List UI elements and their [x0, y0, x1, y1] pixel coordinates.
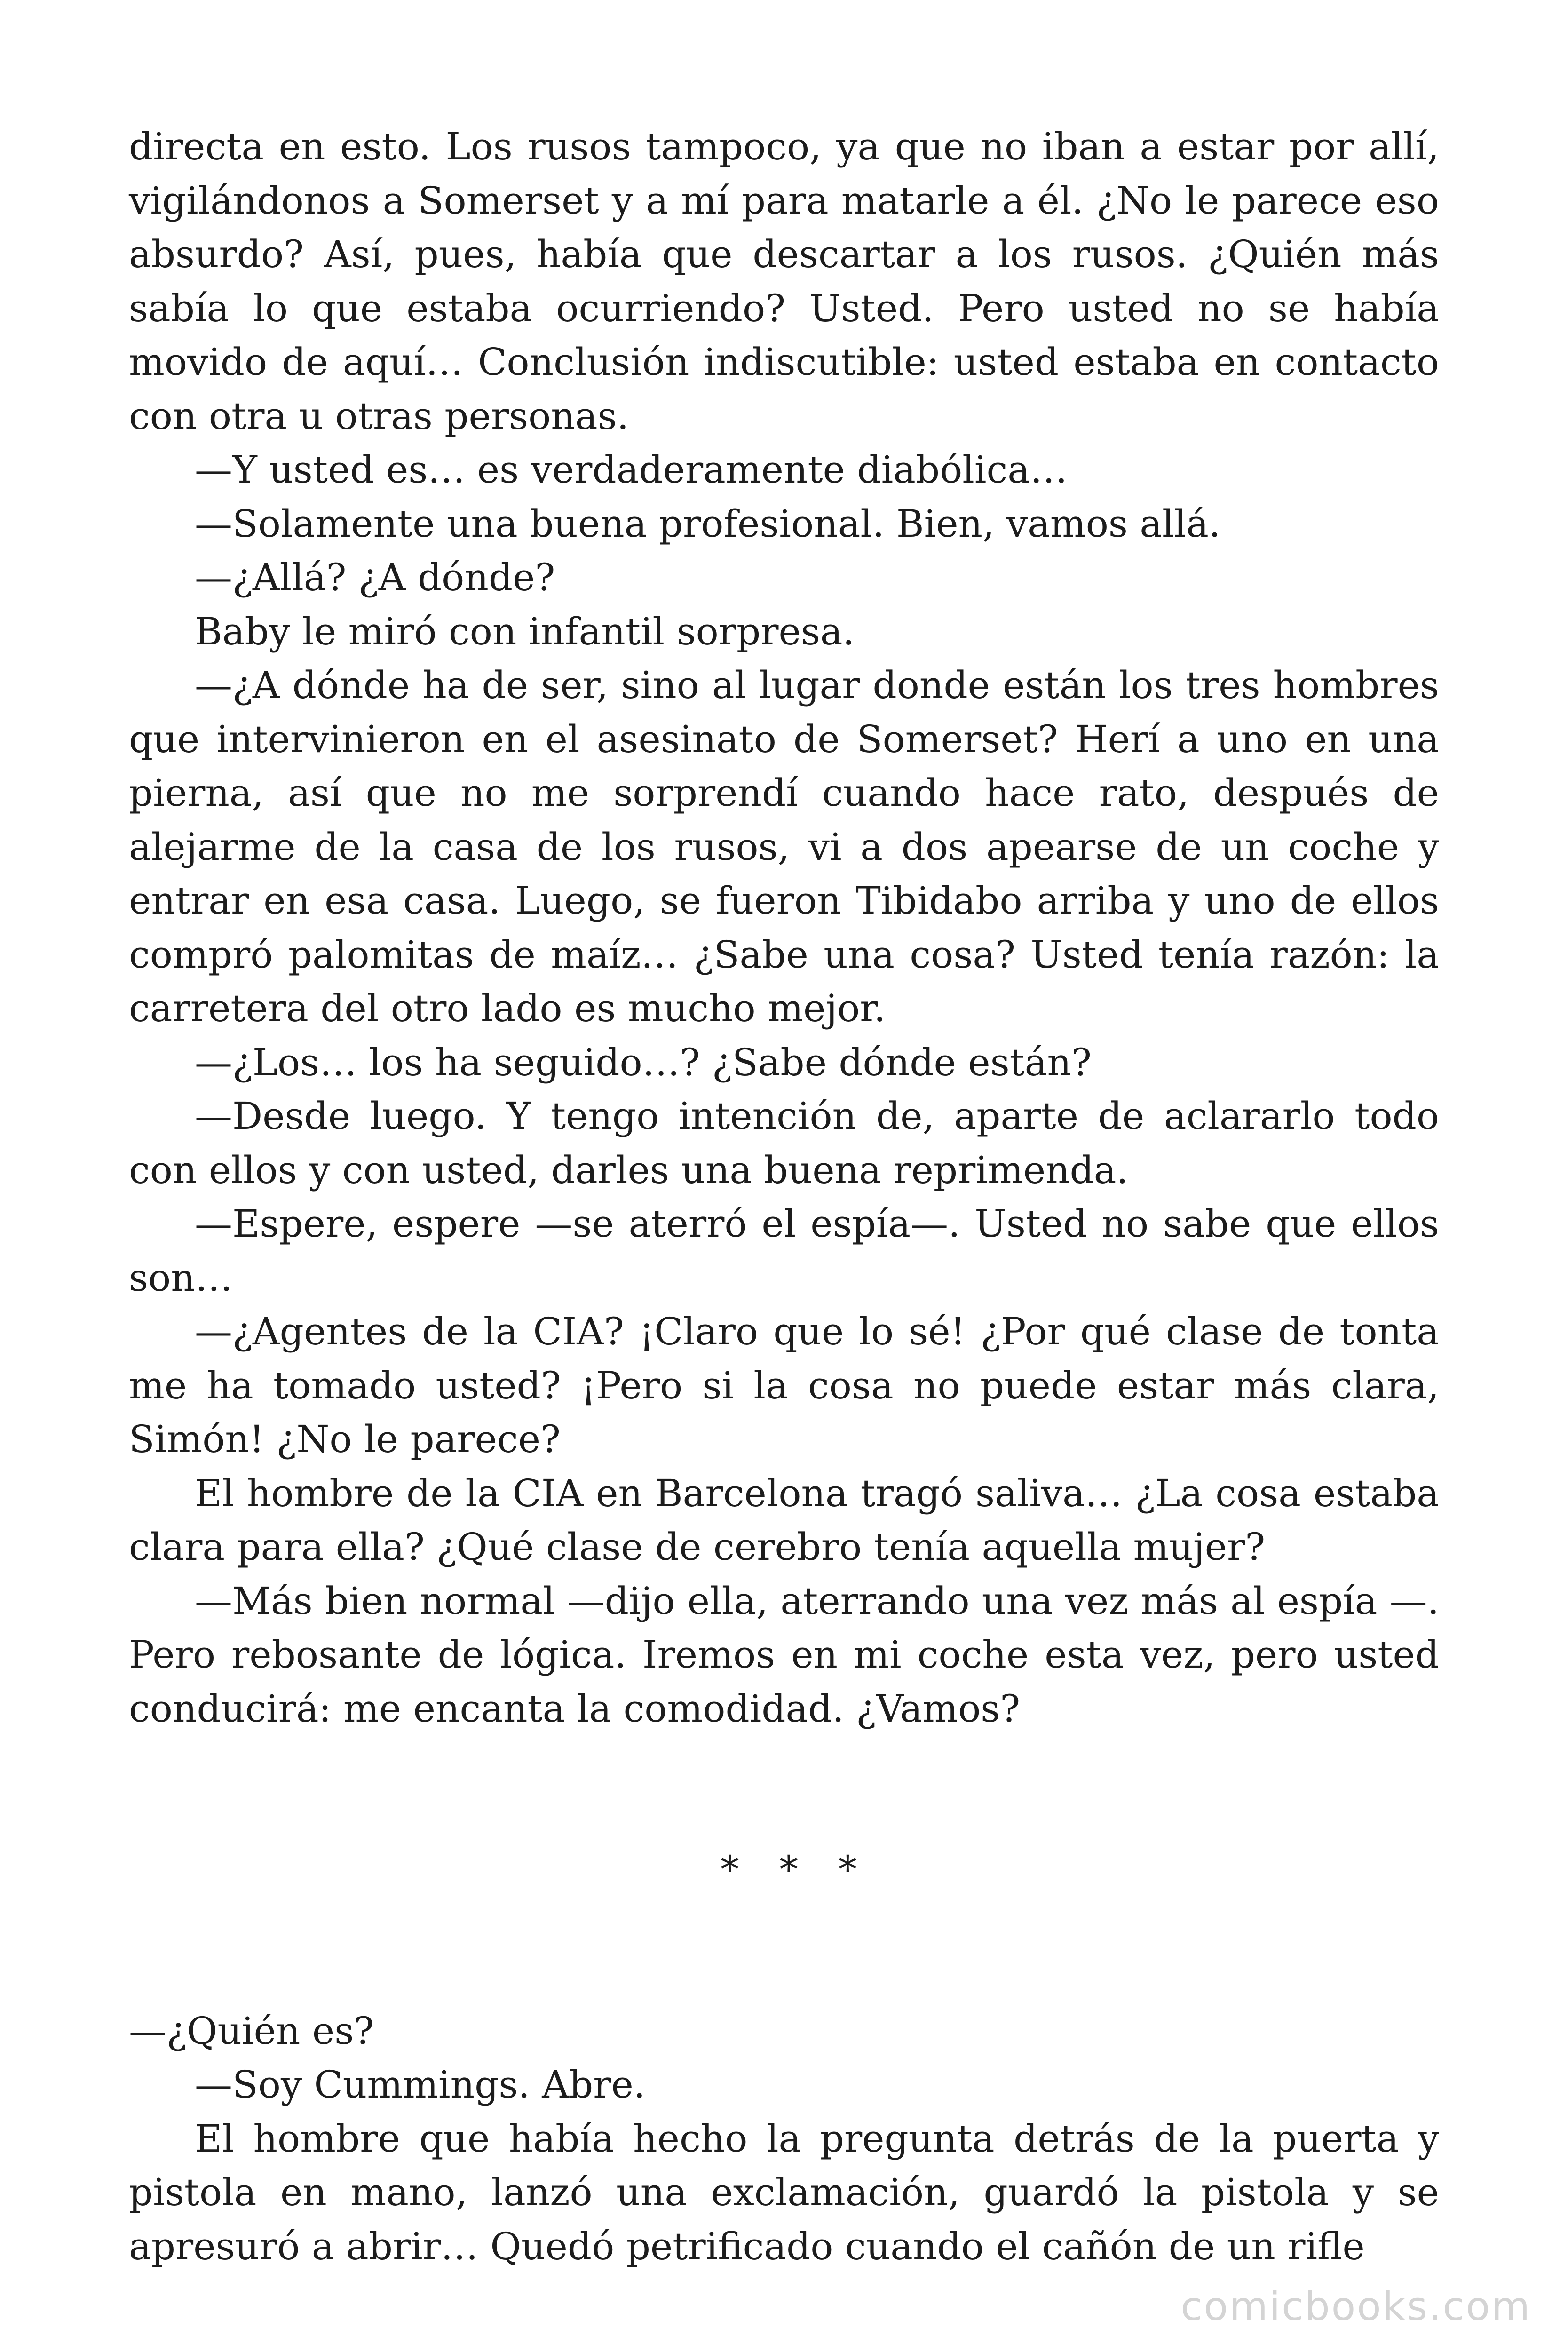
dialogue-line: —¿Quién es?: [129, 2009, 374, 2053]
dialogue-line: —¿A dónde ha de ser, sino al lugar donde están los tres hombres que intervinieron en el asesinato de Somerset? Herí a uno en una pierna, así que no me sorprendí cuando hace rato, después de alejarme de la casa de los rusos, vi a dos apearse de un coche y entrar en esa casa. Luego, se fueron Tibidabo arriba y uno de ellos compró palomitas de maíz… ¿Sabe una cosa? Usted tenía razón: la carretera del otro lado es mucho mejor.: [129, 663, 1439, 1030]
dialogue-line: —¿Los… los ha seguido…? ¿Sabe dónde están?: [195, 1040, 1092, 1084]
dialogue-line: —Desde luego. Y tengo intención de, aparte de aclararlo todo con ellos y con usted, darles una buena reprimenda.: [129, 1094, 1439, 1192]
paragraph: Baby le miró con infantil sorpresa.: [195, 609, 855, 653]
book-page: [129, 120, 1439, 2273]
dialogue-line: —¿Agentes de la CIA? ¡Claro que lo sé! ¿Por qué clase de tonta me ha tomado usted? ¡Pero si la cosa no puede estar más clara, Simón! ¿No le parece?: [129, 1310, 1439, 1461]
paragraph: directa en esto. Los rusos tampoco, ya que no iban a estar por allí, vigilándonos a Somerset y a mí para matarle a él. ¿No le parece eso absurdo? Así, pues, había que descartar a los rusos. ¿Quién más sabía lo que estaba ocurriendo? Usted. Pero usted no se había movido de aquí… Conclusión indiscutible: usted estaba en contacto con otra u otras personas.: [129, 125, 1439, 438]
paragraph: El hombre de la CIA en Barcelona tragó saliva… ¿La cosa estaba clara para ella? ¿Qué clase de cerebro tenía aquella mujer?: [129, 1471, 1439, 1569]
dialogue-line: —¿Allá? ¿A dónde?: [195, 556, 555, 599]
dialogue-line: —Soy Cummings. Abre.: [195, 2063, 646, 2106]
dialogue-line: —Solamente una buena profesional. Bien, vamos allá.: [195, 501, 1221, 546]
watermark: comicbooks.com: [1180, 2283, 1531, 2329]
dialogue-line: —Más bien normal —dijo ella, aterrando una vez más al espía —. Pero rebosante de lógica. Iremos en mi coche esta vez, pero usted conducirá: me encanta la comodidad. ¿Vamos?: [129, 1579, 1439, 1731]
dialogue-line: —Y usted es… es verdaderamente diabólica…: [195, 448, 1068, 492]
paragraph: El hombre que había hecho la pregunta detrás de la puerta y pistola en mano, lanzó una exclamación, guardó la pistola y se apresuró a abrir… Quedó petrificado cuando el cañón de un rifle: [129, 2116, 1439, 2268]
section-separator: * * *: [720, 1848, 871, 1891]
dialogue-line: —Espere, espere —se aterró el espía—. Usted no sabe que ellos son…: [129, 1202, 1439, 1300]
